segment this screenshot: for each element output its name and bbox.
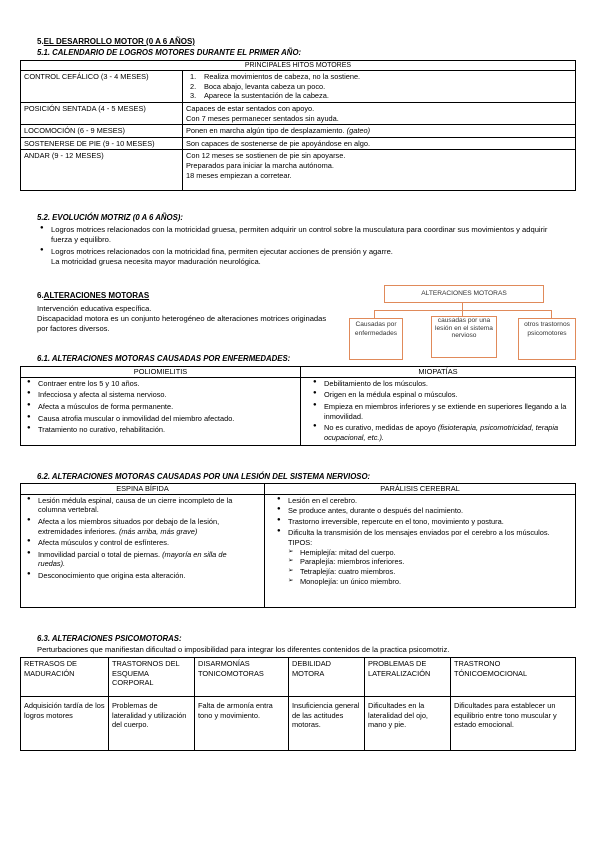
motor-milestones-table — [20, 60, 576, 191]
table-row — [21, 697, 576, 751]
list-item: ● Inmovilidad parcial o total de piernas. (mayoría en silla de ruedas). — [24, 550, 244, 569]
evolution-list — [37, 225, 567, 266]
numbered-list — [186, 72, 572, 101]
table-cell: Insuficiencia general de las actitudes motoras. — [289, 697, 365, 751]
cell-line: Con 12 meses se sostienen de pie sin apoyarse. — [186, 151, 346, 161]
psychomotor-table — [20, 657, 576, 751]
column-header: TRASTORNOS DEL ESQUEMA CORPORAL — [109, 658, 195, 697]
section6-3-text: Perturbaciones que manifiestan dificultad o imposibilidad para integrar los diferentes contenidos de la practica psicomotriz. — [37, 645, 450, 654]
paralisis-list — [268, 496, 572, 538]
list-item: ● Afecta a los miembros situados por debajo de la lesión, extremidades inferiores. (más arriba, más grave) — [24, 517, 244, 536]
table-cell: Falta de armonía entra tono y movimiento. — [195, 697, 289, 751]
polio-list — [24, 379, 297, 435]
table-row — [21, 150, 576, 191]
intro-line: Discapacidad motora es un conjunto heterogéneo de alteraciones motrices originadas por factores diversos. — [37, 313, 327, 333]
list-item: ● Lesión en el cerebro. — [274, 496, 572, 506]
col-header-polio: POLIOMIELITIS — [21, 367, 301, 378]
list-item: ● Lesión médula espinal, causa de un cierre incompleto de la columna vertebral. — [24, 496, 244, 515]
cell-text: Son capaces de sostenerse de pie apoyándose en algo. — [183, 137, 576, 150]
section6-3-title: 6.3. ALTERACIONES PSICOMOTORAS: — [37, 634, 182, 643]
list-item: ● Logros motrices relacionados con la motricidad gruesa, permiten adquirir un control sobre la musculatura para coordinar sus movimientos y adquirir fuerza y equilibro. — [37, 225, 567, 245]
section6-intro — [37, 304, 327, 334]
tipos-list — [268, 548, 572, 587]
row-label: POSICIÓN SENTADA (4 - 5 MESES) — [21, 102, 183, 124]
tipos-label: TIPOS: — [288, 538, 313, 548]
diagram-connector — [462, 302, 463, 310]
section6-1-title: 6.1. ALTERACIONES MOTORAS CAUSADAS POR ENFERMEDADES: — [37, 354, 291, 363]
list-item: ➢ Paraplejía: miembros inferiores. — [288, 557, 572, 567]
list-item: ➢ Tetraplejía: cuatro miembros. — [288, 567, 572, 577]
col-header-paralisis: PARÁLISIS CEREBRAL — [265, 484, 576, 495]
col-header-espina-bifida: ESPINA BÍFIDA — [21, 484, 265, 495]
table-row — [21, 125, 576, 138]
evol-note: La motricidad gruesa necesita mayor maduración neurológica. — [51, 256, 261, 266]
column-header: TRASTRONO TÓNICOEMOCIONAL — [451, 658, 576, 697]
list-item: ● Se produce antes, durante o después del nacimiento. — [274, 506, 572, 516]
diagram-box-diseases: Causadas por enfermedades — [349, 318, 403, 360]
list-item: 3. Aparece la sustentación de la cabeza. — [190, 91, 329, 101]
col-header-miopatias: MIOPATÍAS — [301, 367, 576, 378]
miopatias-list — [304, 379, 572, 443]
cell-line: Capaces de estar sentados con apoyo. — [186, 103, 315, 113]
section5-1-title: 5.1. CALENDARIO DE LOGROS MOTORES DURANTE EL PRIMER AÑO: — [37, 48, 302, 57]
diagram-box-nervous-lesion: causadas por una lesión en el sistema nervioso — [431, 316, 497, 358]
list-item: ● Empieza en miembros inferiores y se extiende en superiores llegando a la inmovilidad. — [310, 402, 572, 421]
list-item: ● Afecta músculos y control de esfínteres. — [24, 538, 244, 548]
list-item: ● Contraer entre los 5 y 10 años. — [24, 379, 297, 389]
list-item: ● No es curativo, medidas de apoyo (fisioterapia, psicomotricidad, terapia ocupacional, etc.). — [310, 423, 572, 442]
diagram-connector — [374, 310, 375, 318]
intro-line: Intervención educativa específica. — [37, 304, 152, 313]
row-label: SOSTENERSE DE PIE (9 - 10 MESES) — [21, 137, 183, 150]
column-header: DISARMONÍAS TONICOMOTORAS — [195, 658, 289, 697]
section6-title: 6.ALTERACIONES MOTORAS — [37, 291, 150, 300]
table-cell: Problemas de lateralidad y utilización del cuerpo. — [109, 697, 195, 751]
table-cell: Dificultades en la lateralidad del ojo, mano y pie. — [365, 697, 451, 751]
row-label: LOCOMOCIÓN (6 - 9 MESES) — [21, 125, 183, 138]
row-label: ANDAR (9 - 12 MESES) — [21, 150, 183, 191]
cell-line: Con 7 meses permanecer sentados sin ayuda. — [186, 113, 339, 123]
list-item: ● Origen en la médula espinal o músculos. — [310, 390, 572, 400]
table-cell: Dificultades para establecer un equilibrio entre tono muscular y estado emocional. — [451, 697, 576, 751]
table-header-row — [21, 658, 576, 697]
list-item: ● Causa atrofia muscular o inmovilidad del miembro afectado. — [24, 414, 297, 424]
diagram-box-others: otros trastornos psicomotores — [518, 318, 576, 360]
list-item: ➢ Monoplejía: un único miembro. — [288, 577, 572, 587]
list-item: ● Logros motrices relacionados con la motricidad fina, permiten ejecutar acciones de prensión y agarre. — [37, 247, 567, 257]
table-row — [21, 137, 576, 150]
cell-line: 18 meses empiezan a corretear. — [186, 170, 292, 180]
list-item: 2. Boca abajo, levanta cabeza un poco. — [190, 81, 326, 91]
column-header: PROBLEMAS DE LATERALIZACIÓN — [365, 658, 451, 697]
table-header: PRINCIPALES HITOS MOTORES — [21, 61, 576, 71]
nervous-lesion-table — [20, 483, 576, 608]
diagram-connector — [374, 310, 552, 311]
diagram-root-box: ALTERACIONES MOTORAS — [384, 285, 544, 303]
list-item: 1. Realiza movimientos de cabeza, no la sostiene. — [190, 72, 361, 82]
diagram-connector — [551, 310, 552, 318]
list-item: ● Tratamiento no curativo, rehabilitación. — [24, 425, 297, 435]
list-item: ● Desconocimiento que origina esta alteración. — [24, 571, 244, 581]
list-item: ● Afecta a músculos de forma permanente. — [24, 402, 297, 412]
section5-title: 5.EL DESARROLLO MOTOR (0 A 6 AÑOS) — [37, 37, 195, 46]
cell-line: Preparados para iniciar la marcha autónoma. — [186, 161, 334, 171]
list-item: ● Infecciosa y afecta al sistema nervioso. — [24, 390, 297, 400]
cell-text: Ponen en marcha algún tipo de desplazamiento. (gateo) — [183, 125, 576, 138]
diseases-table — [20, 366, 576, 446]
column-header: DEBILIDAD MOTORA — [289, 658, 365, 697]
list-item: ➢ Hemiplejía: mitad del cuerpo. — [288, 548, 572, 558]
list-item: ● Dificulta la transmisión de los mensajes enviados por el cerebro a los músculos. — [274, 528, 572, 538]
espina-list — [24, 496, 244, 581]
table-row — [21, 102, 576, 124]
section6-2-title: 6.2. ALTERACIONES MOTORAS CAUSADAS POR UNA LESIÓN DEL SISTEMA NERVIOSO: — [37, 472, 371, 481]
column-header: RETRASOS DE MADURACIÓN — [21, 658, 109, 697]
section5-2-title: 5.2. EVOLUCIÓN MOTRIZ (0 A 6 AÑOS): — [37, 213, 183, 222]
row-label: CONTROL CEFÁLICO (3 - 4 MESES) — [21, 71, 183, 103]
table-row — [21, 71, 576, 103]
table-cell: Adquisición tardía de los logros motores — [21, 697, 109, 751]
list-item: ● Debilitamiento de los músculos. — [310, 379, 572, 389]
list-item: ● Trastorno irreversible, repercute en el tono, movimiento y postura. — [274, 517, 572, 527]
